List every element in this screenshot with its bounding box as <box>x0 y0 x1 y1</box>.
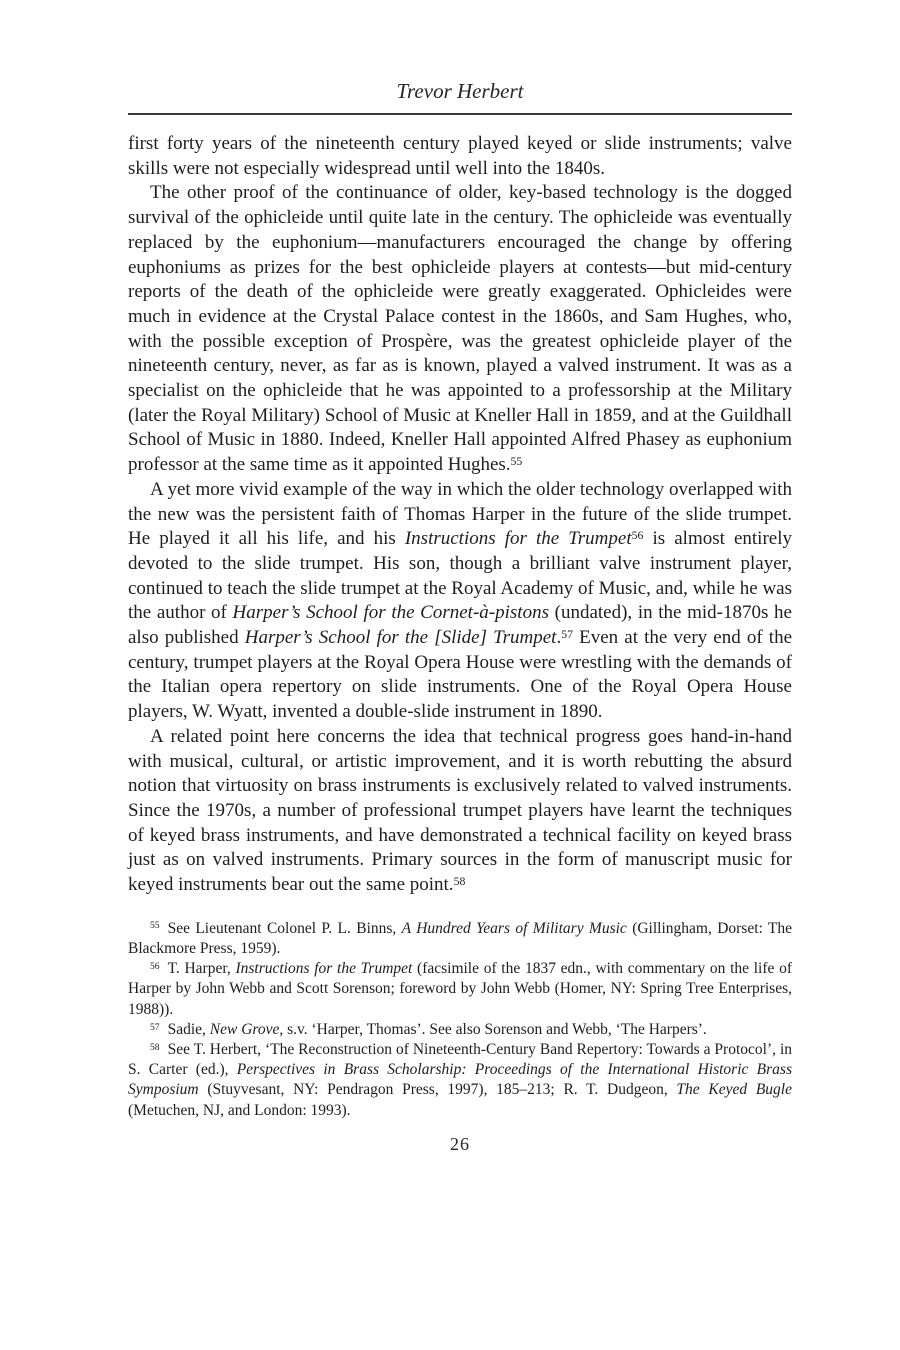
italic-text: Perspectives in Brass Scholarship: Proceedings of the International Historic Brass Symposium <box>128 1061 792 1099</box>
text-run: A yet more vivid example of the way in which the older technology overlapped with the new was the persistent faith of Thomas Harper in the future of the slide trumpet. He played it all his life, and his <box>128 478 792 550</box>
text-run: (undated), in the mid-1870s he also published <box>128 602 792 649</box>
italic-text: The Keyed Bugle <box>676 1081 792 1099</box>
text-run: The other proof of the continuance of older, key-based technology is the dogged survival of the ophicleide until quite late in the century. The ophicleide was eventually replaced by the euphonium—manufacturers encouraged the change by offering euphoniums as prizes for the best ophicleide players at contests—but mid-century reports of the death of the ophicleide were greatly exaggerated. Ophicleides were much in evidence at the Crystal Palace contest in the 1860s, and Sam Hughes, who, with the possible exception of Prospère, was the greatest ophicleide player of the nineteenth century, never, as far as is known, played a valved instrument. It was as a specialist on the ophicleide that he was appointed to a professorship at the Military (later the Royal Military) School of Music at Kneller Hall in 1859, and at the Guildhall School of Music in 1880. Indeed, Kneller Hall appointed Alfred Phasey as euphonium professor at the same time as it appointed Hughes. <box>128 182 792 476</box>
footnote <box>128 1040 792 1121</box>
text-run: , s.v. ‘Harper, Thomas’. See also Sorenson and Webb, ‘The Harpers’. <box>279 1020 707 1038</box>
footnote <box>128 919 792 959</box>
body-text <box>128 132 792 898</box>
text-run: (facsimile of the 1837 edn., with commentary on the life of Harper by John Webb and Scott Sorenson; foreword by John Webb (Homer, NY: Spring Tree Enterprises, 1988)). <box>128 960 792 1018</box>
italic-text: Harper’s School for the Cornet-à-pistons <box>232 602 549 624</box>
italic-text: New Grove <box>209 1020 280 1038</box>
text-run: See Lieutenant Colonel P. L. Binns, <box>167 919 402 937</box>
footnotes <box>128 919 792 1121</box>
text-run: T. Harper, <box>167 960 236 978</box>
text-run: See T. Herbert, ‘The Reconstruction of Nineteenth-Century Band Repertory: Towards a Protocol’, in S. Carter (ed.), <box>128 1041 792 1079</box>
text-block <box>128 0 792 1155</box>
footnote-marker: 58 <box>150 1041 160 1053</box>
footnote-ref: 57 <box>561 627 573 641</box>
text-run: (Metuchen, NJ, and London: 1993). <box>128 1101 351 1119</box>
paragraph <box>128 132 792 181</box>
footnote-ref: 55 <box>510 454 523 468</box>
italic-text: A Hundred Years of Military Music <box>401 919 627 937</box>
footnote-marker: 57 <box>150 1021 160 1033</box>
text-run: (Gillingham, Dorset: The Blackmore Press, 1959). <box>128 919 792 957</box>
italic-text: Harper’s School for the [Slide] Trumpet <box>244 627 557 649</box>
text-run: (Stuyvesant, NY: Pendragon Press, 1997), 185–213; R. T. Dudgeon, <box>198 1081 677 1099</box>
text-run: Even at the very end of the century, trumpet players at the Royal Opera House were wrestling with the demands of the Italian opera repertory on slide instruments. One of the Royal Opera House players, W. Wyatt, invented a double-slide instrument in 1890. <box>128 627 792 723</box>
paragraph <box>128 478 792 725</box>
italic-text: Instructions for the Trumpet <box>235 960 413 978</box>
footnote <box>128 1020 792 1040</box>
text-run: first forty years of the nineteenth century played keyed or slide instruments; valve skills were not especially widespread until well into the 1840s. <box>128 133 792 179</box>
header-rule <box>128 113 792 115</box>
footnote <box>128 959 792 1020</box>
paragraph <box>128 725 792 898</box>
running-head: Trevor Herbert <box>396 79 524 103</box>
text-run: A related point here concerns the idea that technical progress goes hand-in-hand with musical, cultural, or artistic improvement, and it is worth rebutting the absurd notion that virtuosity on brass instruments is exclusively related to valved instruments. Since the 1970s, a number of professional trumpet players have learnt the techniques of keyed brass instruments, and have demonstrated a technical facility on keyed brass just as on valved instruments. Primary sources in the form of manuscript music for keyed instruments bear out the same point. <box>128 725 792 896</box>
footnote-ref: 58 <box>453 874 466 888</box>
footnote-ref: 56 <box>631 528 644 542</box>
page-number: 26 <box>450 1133 470 1154</box>
italic-text: Instructions for the Trumpet <box>404 528 632 550</box>
footnote-marker: 55 <box>150 920 160 932</box>
text-run: . <box>556 627 562 649</box>
text-run: Sadie, <box>167 1020 210 1038</box>
text-run: is almost entirely devoted to the slide trumpet. His son, though a brilliant valve instrument player, continued to teach the slide trumpet at the Royal Academy of Music, and, while he was the author of <box>128 528 793 624</box>
footnote-marker: 56 <box>150 960 160 972</box>
paragraph <box>128 181 792 477</box>
